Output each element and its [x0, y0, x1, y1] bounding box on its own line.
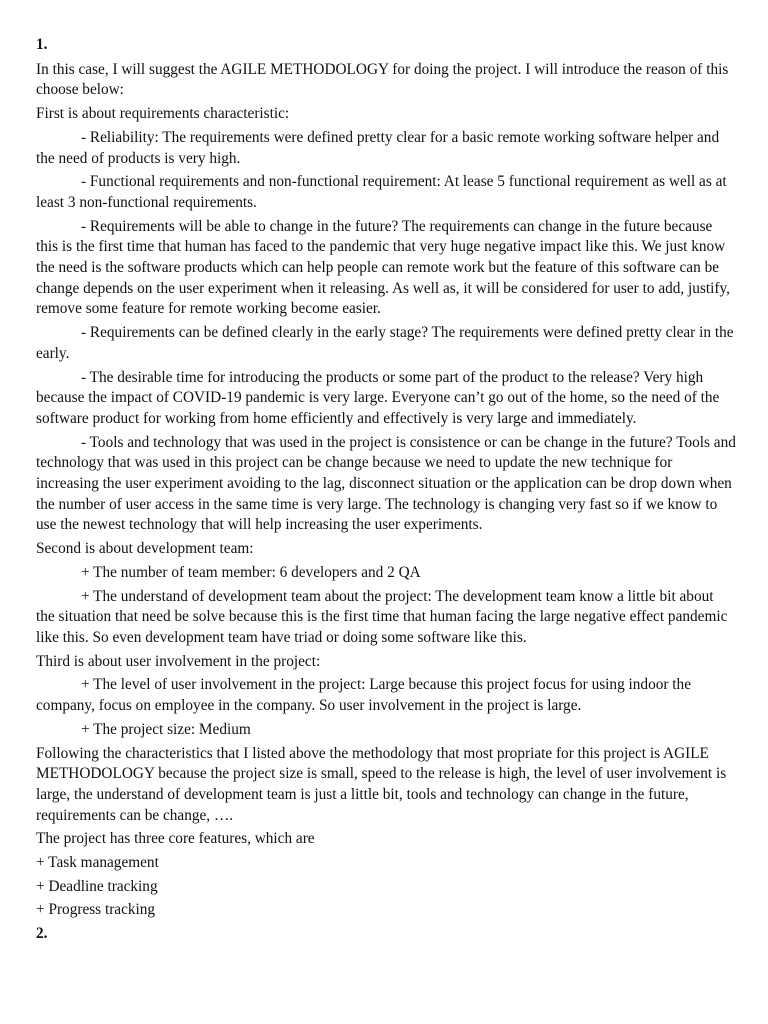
features-intro: The project has three core features, which are	[36, 830, 315, 848]
team-members-paragraph: + The number of team member: 6 developers and 2 QA	[81, 563, 421, 581]
feature-item: + Task management	[36, 854, 159, 872]
release-time-paragraph: - The desirable time for introducing the products or some part of the product to the release? Very high because the impact of COVID-19 pandemic is very large. Everyone can’t go out of the home, so the need of the software product for working from home efficiently and effectively is very large and immediately.	[36, 368, 720, 427]
section-heading-1: 1.	[36, 36, 48, 53]
intro-paragraph: In this case, I will suggest the AGILE METHODOLOGY for doing the project. I will introduce the reason of this choose below:	[36, 60, 729, 99]
requirements-heading: First is about requirements characteristic:	[36, 105, 290, 123]
development-team-heading: Second is about development team:	[36, 540, 254, 558]
user-involvement-paragraph: + The level of user involvement in the project: Large because this project focus for using indoor the company, focus on employee in the company. So user involvement in the project is large.	[36, 676, 691, 715]
section-heading-2: 2.	[36, 925, 48, 943]
team-understanding-paragraph: + The understand of development team about the project: The development team know a little bit about the situation that need be solve because this is the first time that human facing the large negative effect pandemic like this. So even development team have triad or doing some software like this.	[36, 587, 728, 646]
project-size-paragraph: + The project size: Medium	[81, 720, 251, 738]
functional-requirements-paragraph: - Functional requirements and non-functional requirement: At lease 5 functional requirement as well as at least 3 non-functional requirements.	[36, 173, 727, 211]
user-involvement-heading: Third is about user involvement in the project:	[36, 652, 321, 670]
reliability-paragraph: - Reliability: The requirements were defined pretty clear for a basic remote working software helper and the need of products is very high.	[36, 128, 720, 167]
requirements-change-paragraph: - Requirements will be able to change in the future? The requirements can change in the future because this is the first time that human has faced to the pandemic that very huge negative impact like this. We just know the need is the software products which can help people can remote work but the feature of this software can be change depends on the user experiment when it releasing. As well as, it will be considered for user to add, justify, remove some feature for remote working become easier.	[36, 217, 730, 318]
conclusion-paragraph: Following the characteristics that I listed above the methodology that most propriate for this project is AGILE METHODOLOGY because the project size is small, speed to the release is high, the level of user involvement is large, the understand of development team is just a little bit, tools and technology can change in the future, requirements can be change, ….	[36, 744, 727, 824]
feature-item: + Deadline tracking	[36, 877, 158, 895]
feature-item: + Progress tracking	[36, 901, 156, 919]
document-page	[36, 35, 736, 949]
tools-technology-paragraph: - Tools and technology that was used in the project is consistence or can be change in the future? Tools and technology that was used in this project can be change because we need to update the new technique for increasing the user experiment avoiding to the lag, disconnect situation or the application can be drop down when the number of user access in the same time is very large. The technology is changing very fast so if we know to use the newest technology that will help increasing the user experiments.	[36, 433, 736, 534]
requirements-early-paragraph: - Requirements can be defined clearly in the early stage? The requirements were defined pretty clear in the early.	[36, 324, 734, 362]
